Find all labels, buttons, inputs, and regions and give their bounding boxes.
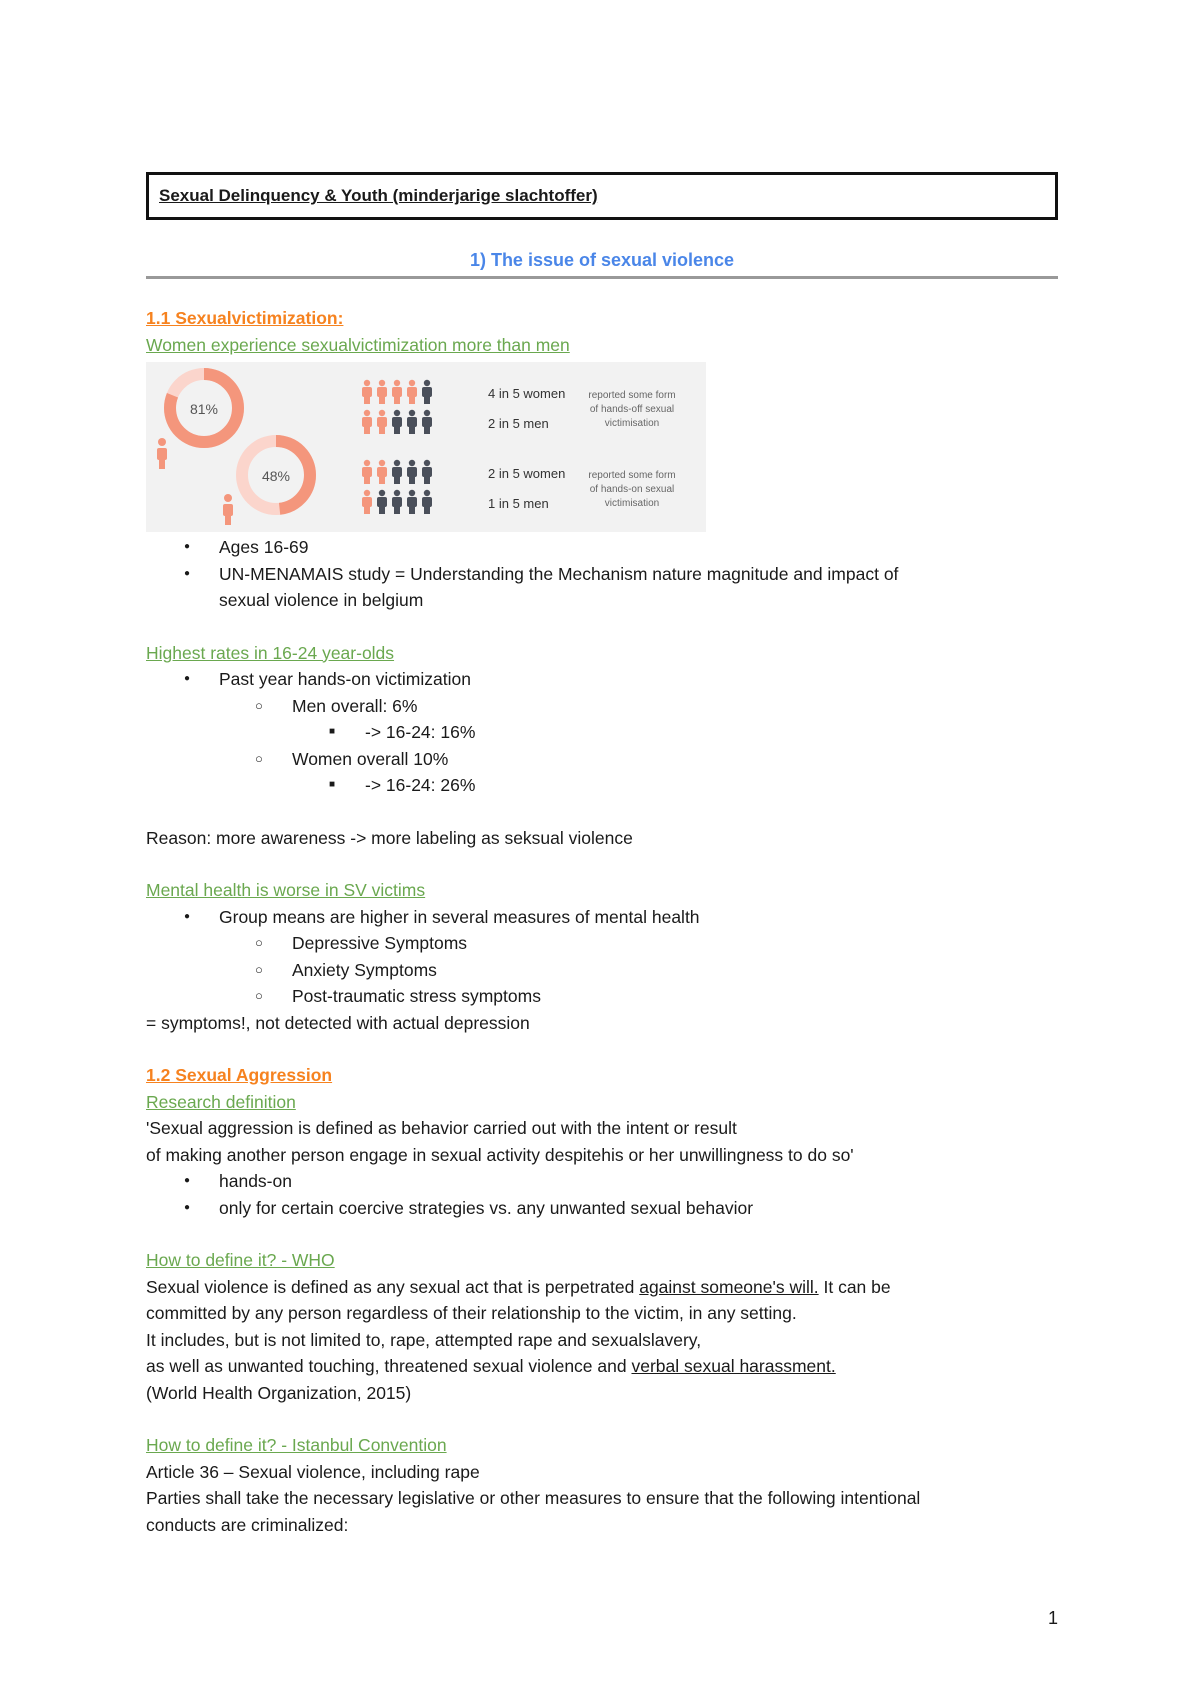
person-icon [362, 380, 372, 404]
svg-text:reported some form: reported some form [588, 390, 676, 401]
istanbul-line: conducts are criminalized: [146, 1514, 349, 1535]
list-item: ● UN-MENAMAIS study = Understanding the Mechanism nature magnitude and impact of [146, 561, 1058, 588]
list-item: ● only for certain coercive strategies vs. any unwanted sexual behavior [146, 1195, 1058, 1222]
who-line: committed by any person regardless of their relationship to the victim, in any setting. [146, 1303, 797, 1323]
istanbul-line: Parties shall take the necessary legislative or other measures to ensure that the following intentional [146, 1488, 921, 1508]
person-icon [377, 380, 387, 404]
symptoms-note: = symptoms!, not detected with actual depression [146, 1012, 530, 1033]
list-item: ○ Post-traumatic stress symptoms [146, 983, 1058, 1010]
who-line: Sexual violence is defined as any sexual act that is perpetrated against someone's will. It can be [146, 1276, 891, 1297]
title-box [146, 172, 1058, 220]
person-icon [407, 490, 417, 514]
rates-list [146, 666, 1058, 799]
person-icon [422, 410, 432, 434]
mental-health-list [146, 904, 1058, 1010]
list-item: ● Past year hands-on victimization [146, 666, 1058, 693]
list-item: ■ -> 16-24: 16% [146, 719, 1058, 746]
who-citation: (World Health Organization, 2015) [146, 1382, 412, 1403]
heading-1-2: 1.2 Sexual Aggression [146, 1065, 333, 1085]
person-icon [157, 438, 167, 469]
heading-1-1: 1.1 Sexualvictimization: [146, 308, 344, 328]
row-4in5-women: 4 in 5 women [488, 386, 566, 401]
list-item: ■ -> 16-24: 26% [146, 772, 1058, 799]
who-line: as well as unwanted touching, threatened sexual violence and verbal sexual harassment. [146, 1356, 836, 1376]
person-icon [362, 410, 372, 434]
person-icon [362, 460, 372, 484]
istanbul-line: Article 36 – Sexual violence, including rape [146, 1461, 480, 1482]
svg-text:reported some form: reported some form [588, 470, 676, 481]
section-rule [146, 276, 1058, 279]
svg-text:victimisation: victimisation [604, 498, 660, 509]
row-2in5-women: 2 in 5 women [488, 466, 566, 481]
definition-line: of making another person engage in sexual activity despitehis or her unwillingness to do so' [146, 1144, 854, 1165]
list-item: ○ Men overall: 6% [146, 693, 1058, 720]
person-icon [392, 490, 402, 514]
section-title: 1) The issue of sexual violence [469, 250, 735, 270]
row-2in5-men: 2 in 5 men [488, 416, 549, 431]
list-item: ○ Depressive Symptoms [146, 930, 1058, 957]
victimization-infographic [146, 362, 706, 532]
svg-text:victimisation: victimisation [604, 418, 660, 429]
person-icon [377, 410, 387, 434]
person-icon [407, 460, 417, 484]
svg-text:of hands-off sexual: of hands-off sexual [589, 404, 675, 415]
svg-text:of hands-on sexual: of hands-on sexual [589, 484, 675, 495]
definition-bullets [146, 1168, 1058, 1221]
page-number: 1 [1048, 1608, 1059, 1628]
pct-48-label: 48% [261, 468, 291, 484]
body-text [146, 305, 1058, 1538]
pct-81-label: 81% [189, 401, 219, 417]
reason-text: Reason: more awareness -> more labeling as seksual violence [146, 827, 633, 848]
note-hands-on [588, 470, 675, 509]
person-icon [392, 380, 402, 404]
person-icon [422, 380, 432, 404]
subheading-mental-health: Mental health is worse in SV victims [146, 880, 426, 900]
person-icon [223, 494, 233, 525]
list-item: ○ Women overall 10% [146, 746, 1058, 773]
row-1in5-men: 1 in 5 men [488, 496, 549, 511]
document-title: Sexual Delinquency & Youth (minderjarige slachtoffer) [159, 186, 598, 205]
subheading-women-more: Women experience sexualvictimization more than men [146, 334, 570, 355]
person-icon [407, 410, 417, 434]
definition-line: 'Sexual aggression is defined as behavior carried out with the intent or result [146, 1118, 737, 1138]
note-hands-off [588, 390, 675, 429]
people-rows [362, 380, 432, 514]
list-item: ● Ages 16-69 [146, 534, 1058, 561]
subheading-who: How to define it? - WHO [146, 1250, 335, 1270]
who-line: It includes, but is not limited to, rape, attempted rape and sexualslavery, [146, 1329, 702, 1350]
subheading-research-definition: Research definition [146, 1091, 296, 1112]
list-item: ○ Anxiety Symptoms [146, 957, 1058, 984]
person-icon [377, 490, 387, 514]
list-item: ● Group means are higher in several measures of mental health [146, 904, 1058, 931]
subheading-highest-rates: Highest rates in 16-24 year-olds [146, 642, 395, 663]
person-icon [377, 460, 387, 484]
donut-48 [242, 441, 310, 509]
person-icon [392, 460, 402, 484]
person-icon [407, 380, 417, 404]
person-icon [422, 490, 432, 514]
person-icon [422, 460, 432, 484]
subheading-istanbul: How to define it? - Istanbul Convention [146, 1435, 447, 1455]
person-icon [362, 490, 372, 514]
list-item-continuation: sexual violence in belgium [219, 590, 424, 610]
person-icon [392, 410, 402, 434]
donut-81 [170, 374, 238, 442]
study-bullets [146, 534, 1058, 587]
list-item: ● hands-on [146, 1168, 1058, 1195]
